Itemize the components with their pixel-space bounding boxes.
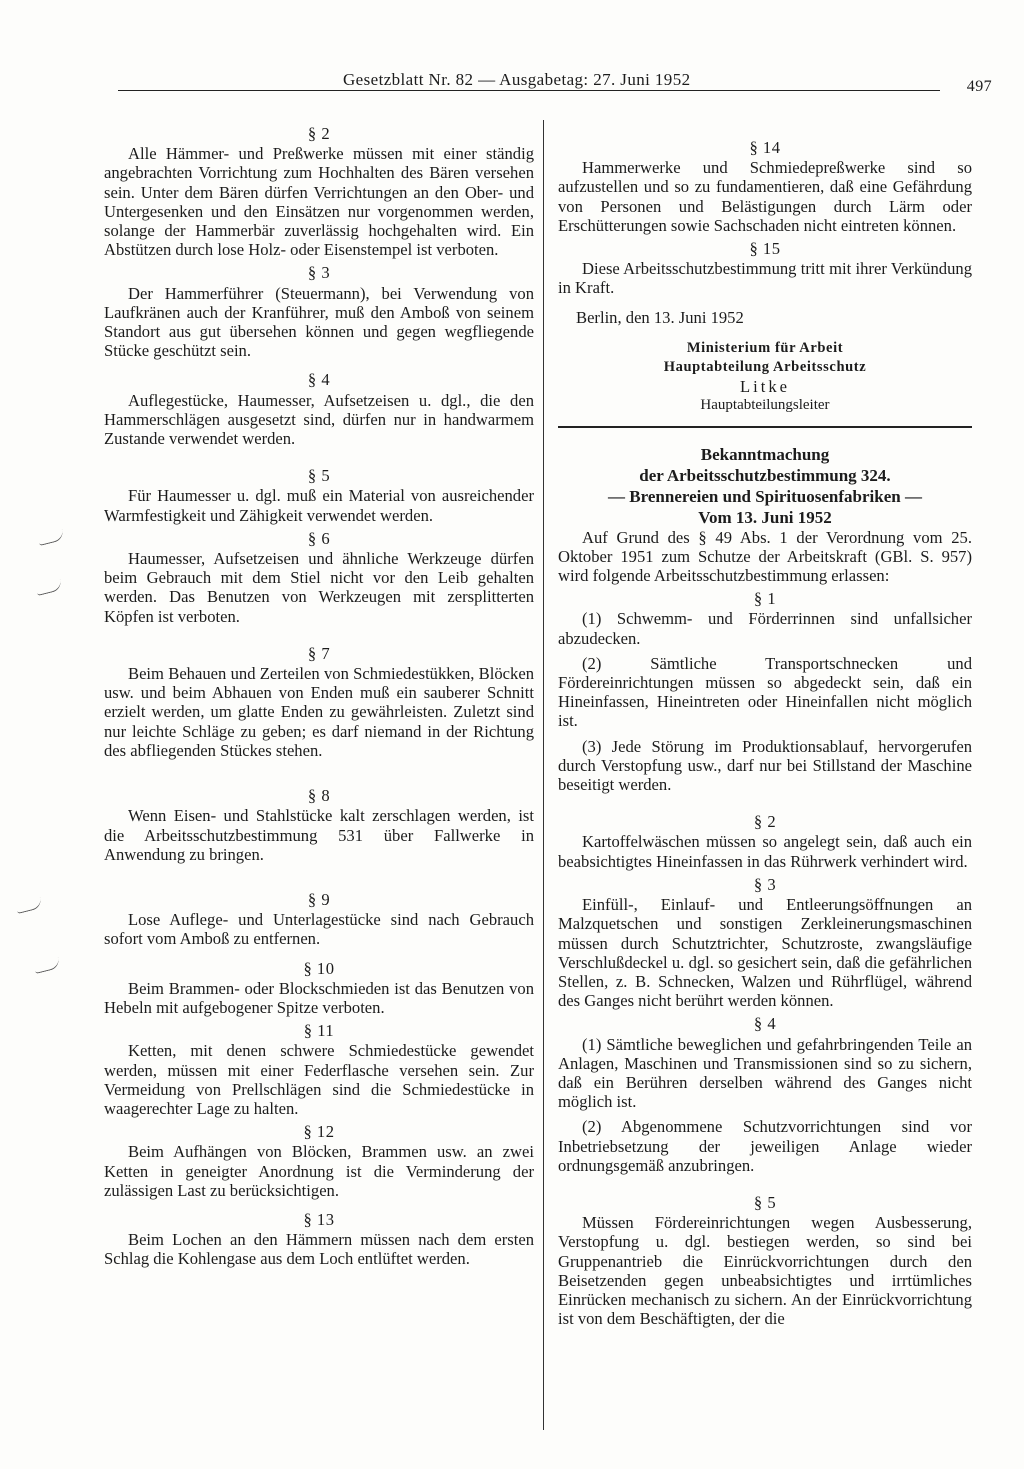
page-number: 497 [966,78,992,95]
section-heading: § 4 [307,370,331,390]
section-text: Ketten, mit denen schwere Schmiedestücke gewendet werden, müssen mit einer Federflasche versehen sein. Zur Vermeidung von Prellschlägen sind die Schmiedestücke in waagerechter Lage zu halten. [104,1041,534,1118]
section-text: Der Hammerführer (Steuermann), bei Verwendung von Laufkränen auch der Kranführer, muß den Amboß von seinem Standort aus gut übersehen können und gegen wegfliegende Stücke geschützt sein. [104,283,534,361]
section-text: (2) Abgenommene Schutzvorrichtungen sind vor Inbetriebsetzung der jeweiligen Anlage wieder ordnungsgemäß anzubringen. [558,1117,972,1175]
notice-date: Vom 13. Juni 1952 [698,507,832,527]
place-and-date: Berlin, den 13. Juni 1952 [576,307,744,327]
section-heading: § 14 [749,138,781,157]
section-heading: § 13 [303,1209,335,1229]
section-heading: § 3 [753,874,777,894]
section-heading: § 10 [303,958,335,978]
section-text: Lose Auflege- und Unterlagestücke sind nach Gebrauch sofort vom Amboß zu entfernen. [104,910,534,949]
section-heading: § 6 [307,528,331,548]
margin-pencil-mark [37,529,65,546]
section-text: (1) Schwemm- und Förderrinnen sind unfallsicher abzudecken. [558,609,972,648]
column-divider [543,120,544,1430]
section-text: (3) Jede Störung im Produktionsablauf, hervorgerufen durch Verstopfung usw., darf nur bei Stillstand der Maschine beseitigt werden. [558,736,972,795]
notice-heading: Bekanntmachung [700,444,830,464]
section-text: Wenn Eisen- und Stahlstücke kalt zerschlagen werden, ist die Arbeitsschutzbestimmung 531 über Fallwerke in Anwendung zu bringen. [104,806,534,864]
margin-pencil-mark [15,897,43,914]
gazette-title: Gesetzblatt Nr. 82 — Ausgabetag: 27. Juni 1952 [343,70,691,89]
section-text: Für Haumesser u. dgl. muß ein Material von ausreichender Warmfestigkeit und Zähigkeit verwendet werden. [104,486,534,525]
section-text: Beim Brammen- oder Blockschmieden ist das Benutzen von Hebeln mit aufgebogener Spitze verboten. [104,978,534,1017]
notice-subject: — Brennereien und Spirituosenfabriken — [608,486,922,506]
section-text: Müssen Fördereinrichtungen wegen Ausbesserung, Verstopfung u. dgl. bestiegen werden, so sind bei Gruppenantrieb die Einrückvorrichtungen durch den Beisetzenden gegen unbeabsichtigtes und irrtümliches Einrücken mechanisch zu sichern. An der Einrückvorrichtung ist von dem Beschäftigten, der die [558,1213,972,1329]
section-text: Hammerwerke und Schmiedepreßwerke sind so aufzustellen und so zu fundamentieren, daß eine Gefährdung von Personen und Belästigungen durch Lärm oder Erschütterungen sowie Sachschaden nicht eintreten können. [558,158,972,235]
section-heading: § 7 [307,643,331,663]
section-text: Alle Hämmer- und Preßwerke müssen mit einer ständig angebrachten Vorrichtung zum Hochhalten des Bären versehen sein. Unter dem Bären dürfen Verrichtungen an den Ober- und Untergesenken und den Einsätzen nur vorgenommen werden, solange der Hammerbär zuverlässig hochgehalten wird. Ein Abstützen durch lose Holz- oder Eisenstempel ist verboten. [104,144,534,260]
left-column [104,120,534,1269]
signer-name: Litke [739,377,791,397]
section-text: Kartoffelwäschen müssen so angelegt sein, daß auch ein beabsichtigtes Hineinfassen in das Rührwerk verhindert wird. [558,832,972,871]
section-text: Beim Lochen an den Hämmern müssen nach dem ersten Schlag die Kohlengase aus dem Loch entlüftet werden. [104,1230,534,1269]
section-heading: § 9 [307,889,331,909]
section-heading: § 12 [303,1122,335,1142]
notice-intro: Auf Grund des § 49 Abs. 1 der Verordnung vom 25. Oktober 1951 zum Schutze der Arbeitskraft (GBl. S. 957) wird folgende Arbeitsschutzbestimmung erlassen: [558,527,972,586]
section-text: Beim Aufhängen von Blöcken, Brammen usw. an zwei Ketten in geneigter Anordnung ist die Verminderung der zulässigen Last zu berücksichtigen. [104,1142,534,1200]
section-heading: § 11 [303,1021,335,1041]
section-heading: § 5 [753,1192,777,1212]
section-heading: § 2 [307,124,331,143]
section-text: Beim Behauen und Zerteilen von Schmiedestükken, Blöcken usw. und beim Abhauen von Enden muß ein sauberer Schnitt erzielt werden, um glatte Enden zu gewährleisten. Zuletzt sind nur leichte Schläge zu geben; es darf niemand in der Richtung des abfliegenden Stückes stehen. [104,664,534,760]
ministry-name: Ministerium für Arbeit [686,339,844,356]
section-heading: § 4 [753,1014,777,1034]
section-heading: § 5 [307,466,331,486]
section-text: Auflegestücke, Haumesser, Aufsetzeisen u. dgl., die den Hammerschlägen ausgesetzt sind, dürfen nur in handwarmem Zustande verwendet werden. [104,390,534,449]
section-heading: § 3 [307,263,331,283]
margin-pencil-mark [33,957,61,974]
section-divider [558,426,972,428]
signer-title: Hauptabteilungsleiter [700,397,830,414]
department-name: Hauptabteilung Arbeitsschutz [663,359,867,376]
margin-pencil-mark [35,579,63,596]
section-text: Haumesser, Aufsetzeisen und ähnliche Werkzeuge dürfen beim Gebrauch mit dem Stiel nicht vor den Leib gehalten werden. Das Benutzen von Werkzeugen mit zersplitterten Köpfen ist verboten. [104,549,534,626]
section-text: (1) Sämtliche beweglichen und gefahrbringenden Teile an Anlagen, Maschinen und Transmissionen sind so zu sichern, daß ein Berühren derselben während des Ganges nicht möglich ist. [558,1034,972,1112]
section-heading: § 15 [749,239,781,259]
section-text: Diese Arbeitsschutzbestimmung tritt mit ihrer Verkündung in Kraft. [558,259,972,298]
header-rule [118,90,940,91]
notice-heading: der Arbeitsschutzbestimmung 324. [639,465,891,485]
section-heading: § 8 [307,786,331,806]
section-text: Einfüll-, Einlauf- und Entleerungsöffnungen an Malzquetschen und sonstigen Zerkleinerungsmaschinen müssen durch Schutztrichter, Schutzroste, zwangsläufige Verschlußdeckel u. dgl. so gesichert sein, daß die gefährlichen Stellen, z. B. Schnecken, Walzen und Rührflügel, während des Ganges nicht berührt werden können. [558,895,972,1011]
right-column [558,134,972,1328]
section-heading: § 1 [753,589,777,609]
section-text: (2) Sämtliche Transportschnecken und Fördereinrichtungen müssen so abgedeckt sein, daß ein Hineinfassen, Hineintreten oder Hineinfallen nicht möglich ist. [558,653,972,731]
section-heading: § 2 [753,812,777,832]
